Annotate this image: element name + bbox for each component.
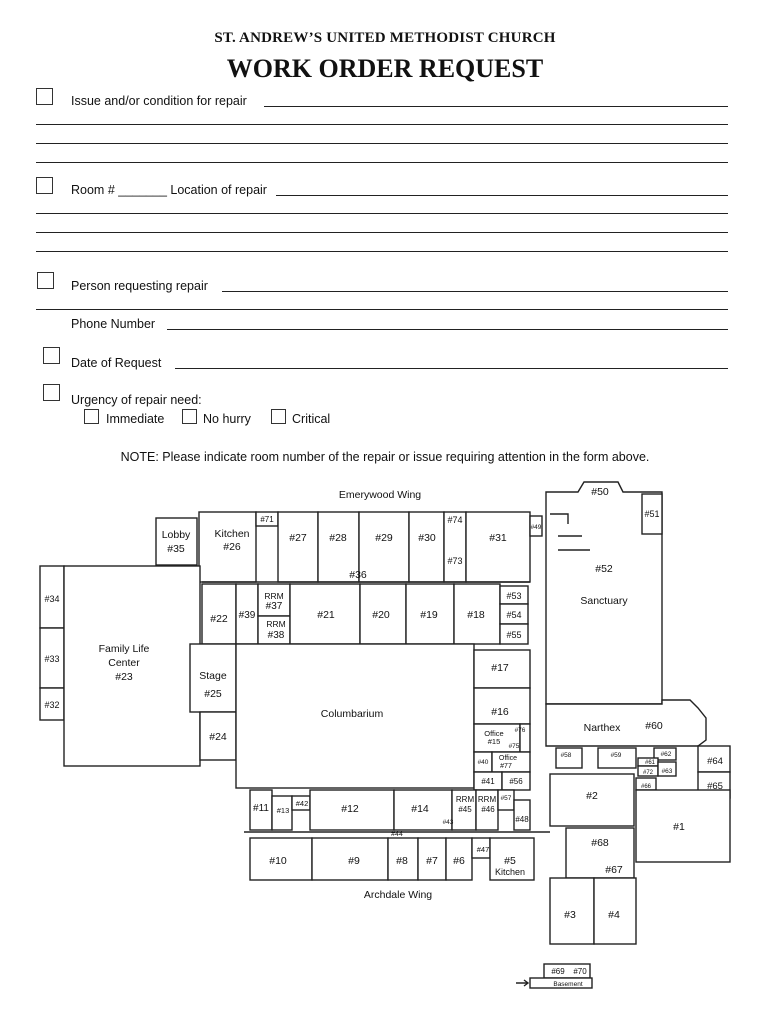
issue-line-3[interactable] bbox=[36, 143, 728, 144]
label-22: #22 bbox=[210, 613, 228, 625]
label-73: #73 bbox=[447, 556, 463, 566]
label-lobby: Lobby bbox=[161, 529, 191, 541]
label-35: #35 bbox=[167, 543, 185, 555]
label-emerywood-wing: Emerywood Wing bbox=[338, 489, 422, 501]
label-24: #24 bbox=[209, 731, 227, 743]
label-51: #51 bbox=[644, 509, 660, 519]
label-39: #39 bbox=[238, 610, 256, 621]
label-2: #2 bbox=[586, 790, 598, 802]
label-narthex: Narthex bbox=[583, 722, 621, 734]
label-21: #21 bbox=[317, 609, 335, 621]
label-10: #10 bbox=[269, 855, 287, 867]
label-59: #59 bbox=[610, 752, 622, 759]
label-54: #54 bbox=[506, 610, 522, 620]
room-checkbox[interactable] bbox=[36, 177, 53, 194]
label-62: #62 bbox=[660, 751, 672, 758]
label-11: #11 bbox=[253, 803, 269, 814]
label-rrm-45: RRM bbox=[455, 795, 475, 804]
label-47: #47 bbox=[476, 845, 490, 854]
label-3: #3 bbox=[564, 909, 576, 921]
no-hurry-label: No hurry bbox=[203, 412, 251, 426]
label-stage: Stage bbox=[199, 670, 227, 682]
label-49: #49 bbox=[530, 524, 542, 531]
label-28: #28 bbox=[329, 532, 347, 544]
label-4: #4 bbox=[608, 909, 620, 921]
date-label: Date of Request bbox=[71, 356, 162, 370]
label-14: #14 bbox=[411, 803, 429, 815]
issue-label: Issue and/or condition for repair bbox=[71, 94, 247, 108]
label-55: #55 bbox=[506, 630, 522, 640]
room-30 bbox=[409, 512, 444, 582]
immediate-label: Immediate bbox=[106, 412, 165, 426]
label-68: #68 bbox=[591, 837, 609, 849]
label-44: #44 bbox=[391, 831, 403, 838]
issue-line-1[interactable] bbox=[264, 106, 728, 107]
person-label: Person requesting repair bbox=[71, 279, 208, 293]
label-69: #69 bbox=[551, 967, 565, 976]
label-archdale-wing: Archdale Wing bbox=[363, 889, 433, 901]
date-checkbox[interactable] bbox=[43, 347, 60, 364]
label-67: #67 bbox=[605, 864, 623, 876]
phone-label: Phone Number bbox=[71, 317, 156, 331]
label-1: #1 bbox=[673, 821, 685, 833]
label-25: #25 bbox=[204, 688, 222, 700]
label-20: #20 bbox=[372, 609, 390, 621]
label-34: #34 bbox=[44, 594, 60, 604]
issue-line-4[interactable] bbox=[36, 162, 728, 163]
label-32: #32 bbox=[44, 700, 60, 710]
label-41: #41 bbox=[481, 777, 495, 786]
person-line-1[interactable] bbox=[222, 291, 728, 292]
room-location-label: Room # _______ Location of repair bbox=[71, 183, 267, 197]
label-office-77: Office bbox=[498, 755, 518, 762]
label-74: #74 bbox=[447, 515, 463, 525]
label-53: #53 bbox=[506, 591, 522, 601]
label-43: #43 bbox=[442, 819, 454, 826]
narthex-room bbox=[546, 700, 706, 746]
label-6: #6 bbox=[453, 855, 465, 867]
label-71: #71 bbox=[260, 515, 274, 524]
label-12: #12 bbox=[341, 803, 359, 815]
label-76: #76 bbox=[514, 727, 526, 734]
label-66: #66 bbox=[640, 784, 652, 790]
label-kitchen-5: Kitchen bbox=[494, 867, 526, 877]
urgency-label: Urgency of repair need: bbox=[71, 393, 202, 407]
label-63: #63 bbox=[661, 768, 673, 775]
form-title: WORK ORDER REQUEST bbox=[226, 54, 544, 83]
room-27 bbox=[278, 512, 318, 582]
label-8: #8 bbox=[396, 855, 408, 867]
label-38: #38 bbox=[267, 630, 285, 641]
label-40: #40 bbox=[477, 759, 489, 766]
label-36: #36 bbox=[349, 569, 367, 581]
label-office-15: Office bbox=[484, 729, 504, 738]
label-64: #64 bbox=[707, 756, 723, 767]
location-line-2[interactable] bbox=[36, 213, 728, 214]
person-line-2[interactable] bbox=[36, 309, 728, 310]
location-line-4[interactable] bbox=[36, 251, 728, 252]
label-26: #26 bbox=[223, 541, 241, 553]
room-31 bbox=[466, 512, 530, 582]
label-29: #29 bbox=[375, 532, 393, 544]
note-text: NOTE: Please indicate room number of the repair or issue requiring attention in the form above. bbox=[120, 450, 650, 464]
label-61: #61 bbox=[644, 760, 656, 766]
floor-plan bbox=[38, 478, 743, 998]
label-45: #45 bbox=[458, 805, 472, 814]
no-hurry-checkbox[interactable] bbox=[182, 409, 197, 424]
urgency-checkbox[interactable] bbox=[43, 384, 60, 401]
label-rrm-46: RRM bbox=[477, 795, 497, 804]
label-16: #16 bbox=[491, 706, 509, 718]
label-kitchen: Kitchen bbox=[214, 528, 250, 540]
label-17: #17 bbox=[491, 662, 509, 674]
label-77: #77 bbox=[500, 763, 512, 770]
label-58: #58 bbox=[560, 752, 572, 759]
location-line-1[interactable] bbox=[276, 195, 728, 196]
label-31: #31 bbox=[489, 532, 507, 544]
label-basement: Basement bbox=[553, 981, 583, 988]
label-60: #60 bbox=[645, 720, 663, 732]
basement-arrow bbox=[516, 980, 528, 986]
label-15: #15 bbox=[487, 737, 501, 746]
label-7: #7 bbox=[426, 855, 438, 867]
person-checkbox[interactable] bbox=[37, 272, 54, 289]
issue-line-2[interactable] bbox=[36, 124, 728, 125]
immediate-checkbox[interactable] bbox=[84, 409, 99, 424]
critical-checkbox[interactable] bbox=[271, 409, 286, 424]
label-9: #9 bbox=[348, 855, 360, 867]
label-19: #19 bbox=[420, 609, 438, 621]
label-sanctuary: Sanctuary bbox=[580, 595, 628, 607]
label-columbarium: Columbarium bbox=[320, 708, 384, 720]
phone-line[interactable] bbox=[167, 329, 728, 330]
label-rrm-37: RRM bbox=[264, 591, 284, 601]
label-46: #46 bbox=[481, 805, 495, 814]
label-56: #56 bbox=[509, 777, 523, 786]
issue-checkbox[interactable] bbox=[36, 88, 53, 105]
label-52: #52 bbox=[595, 563, 613, 575]
label-48: #48 bbox=[515, 815, 529, 824]
label-rrm-38: RRM bbox=[266, 619, 286, 629]
critical-label: Critical bbox=[292, 412, 331, 426]
label-42: #42 bbox=[295, 799, 309, 808]
label-family-life: Family Life bbox=[98, 643, 150, 655]
label-18: #18 bbox=[467, 609, 485, 621]
room-68-67 bbox=[566, 828, 634, 878]
label-70: #70 bbox=[573, 967, 587, 976]
label-72: #72 bbox=[642, 770, 654, 776]
label-37: #37 bbox=[265, 601, 283, 612]
label-13: #13 bbox=[276, 806, 290, 815]
label-65: #65 bbox=[707, 781, 723, 792]
label-57: #57 bbox=[500, 795, 512, 802]
label-75: #75 bbox=[508, 743, 520, 750]
location-line-3[interactable] bbox=[36, 232, 728, 233]
date-line[interactable] bbox=[175, 368, 728, 369]
label-33: #33 bbox=[44, 654, 60, 664]
label-27: #27 bbox=[289, 532, 307, 544]
church-name: ST. ANDREW’S UNITED METHODIST CHURCH bbox=[214, 30, 556, 46]
label-50: #50 bbox=[591, 486, 609, 498]
lobby-room bbox=[156, 518, 197, 565]
label-30: #30 bbox=[418, 532, 436, 544]
label-5: #5 bbox=[504, 855, 516, 867]
label-center: Center bbox=[108, 657, 140, 669]
label-23: #23 bbox=[115, 671, 133, 683]
